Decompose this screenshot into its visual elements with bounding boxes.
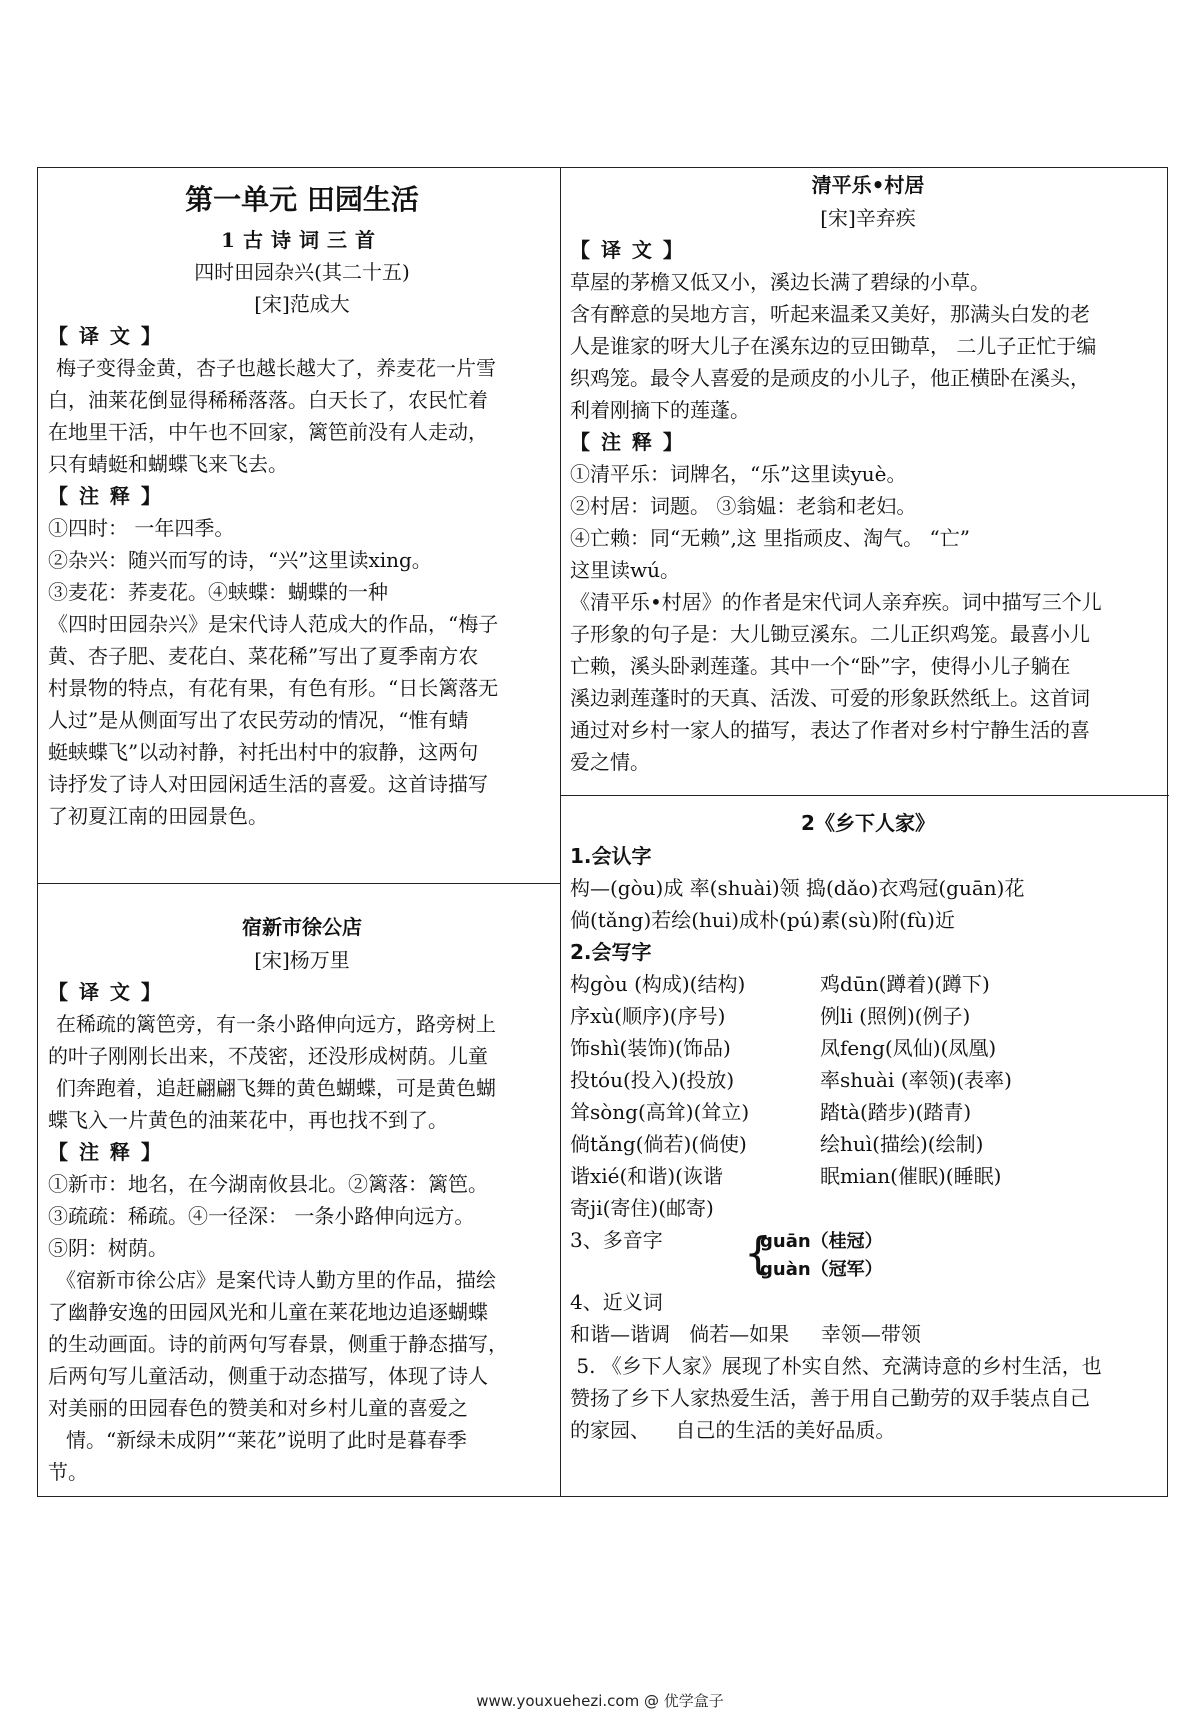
analysis-line: 《宿新市徐公店》是案代诗人勤方里的作品，描绘 bbox=[56, 1268, 496, 1292]
analysis-line: 通过对乡村一家人的描写，表达了作者对乡村宁静生活的喜 bbox=[570, 718, 1090, 742]
translation-line: 利着刚摘下的莲蓬。 bbox=[570, 398, 750, 422]
analysis-line: 了初夏江南的田园景色。 bbox=[48, 804, 268, 828]
note-line: ①四时： 一年四季。 bbox=[48, 516, 235, 540]
section-label: 1.会认字 bbox=[570, 844, 652, 868]
translation-line: 在稀疏的篱笆旁，有一条小路伸向远方，路旁树上 bbox=[56, 1012, 496, 1036]
left-row-divider bbox=[38, 883, 560, 884]
translation-line: 含有醉意的吴地方言，听起来温柔又美好，那满头白发的老 bbox=[570, 302, 1090, 326]
notes-table bbox=[37, 167, 1168, 1497]
write-row: 构gòu (构成)(结构) 鸡dūn(蹲着)(蹲下) bbox=[570, 972, 990, 996]
analysis-line: 爱之情。 bbox=[570, 750, 650, 774]
notes-label: 【 注 释 】 bbox=[48, 1140, 163, 1164]
summary-line: 赞扬了乡下人家热爱生活，善于用自己勤劳的双手装点自己 bbox=[570, 1386, 1090, 1410]
translation-line: 织鸡笼。最令人喜爱的是顽皮的小儿子，他正横卧在溪头， bbox=[570, 366, 1090, 390]
write-row: 饰shì(装饰)(饰品) 凤feng(凤仙)(凤凰) bbox=[570, 1036, 997, 1060]
translation-line: 只有蜻蜓和蝴蝶飞来飞去。 bbox=[48, 452, 288, 476]
polyphone-reading: guàn（冠军） bbox=[760, 1259, 883, 1280]
write-row: 寄ji(寄住)(邮寄) bbox=[570, 1196, 714, 1220]
analysis-line: 蜓蛱蝶飞”以动衬静，衬托出村中的寂静，这两句 bbox=[48, 740, 479, 764]
note-line: ②杂兴：随兴而写的诗，“兴”这里读xing。 bbox=[48, 548, 432, 572]
notes-label: 【 注 释 】 bbox=[570, 430, 685, 454]
section-label: 3、多音字 bbox=[570, 1228, 663, 1252]
summary-line: 5. 《乡下人家》展现了朴实自然、充满诗意的乡村生活，也 bbox=[570, 1354, 1102, 1378]
note-line: ③疏疏：稀疏。④一径深： 一条小路伸向远方。 bbox=[48, 1204, 475, 1228]
poem-author: [宋]范成大 bbox=[254, 292, 350, 316]
write-row: 耸sòng(高耸)(耸立) 踏tà(踏步)(踏青) bbox=[570, 1100, 972, 1124]
polyphone-block bbox=[570, 1224, 1166, 1286]
analysis-line: 人过”是从侧面写出了农民劳动的情况，“惟有蜻 bbox=[48, 708, 469, 732]
poem-author: [宋]杨万里 bbox=[254, 948, 350, 972]
polyphone-reading: guān（桂冠） bbox=[760, 1231, 883, 1252]
analysis-line: 对美丽的田园春色的赞美和对乡村儿童的喜爱之 bbox=[48, 1396, 468, 1420]
write-row: 投tóu(投入)(投放) 率shuài (率领)(表率) bbox=[570, 1068, 1012, 1092]
note-line: ③麦花：荞麦花。④蛱蝶：蝴蝶的一种 bbox=[48, 580, 388, 604]
poem-title: 四时田园杂兴(其二十五) bbox=[194, 260, 410, 284]
note-line: ②村居：词题。 ③翁媪：老翁和老妇。 bbox=[570, 494, 917, 518]
note-line: ①新市：地名，在今湖南攸县北。②篱落：篱笆。 bbox=[48, 1172, 488, 1196]
right-row-divider bbox=[560, 795, 1169, 796]
lesson-title: 2《乡下人家》 bbox=[801, 811, 935, 835]
write-row: 序xù(顺序)(序号) 例li (照例)(例子) bbox=[570, 1004, 971, 1028]
cell-su-xin-shi bbox=[48, 896, 556, 1488]
poem-title: 宿新市徐公店 bbox=[242, 915, 362, 939]
poem-title: 清平乐•村居 bbox=[811, 173, 925, 197]
translation-line: 人是谁家的呀大儿子在溪东边的豆田锄草， 二儿子正忙于编 bbox=[570, 334, 1097, 358]
lesson-title: 1古诗词三首 bbox=[221, 228, 383, 252]
footer-watermark: www.youxuehezi.com @ 优学盒子 bbox=[476, 1692, 724, 1710]
analysis-line: 节。 bbox=[48, 1460, 88, 1484]
translation-line: 草屋的茅檐又低又小，溪边长满了碧绿的小草。 bbox=[570, 270, 990, 294]
note-line: 这里读wú。 bbox=[570, 558, 680, 582]
write-row: 倘tǎng(倘若)(倘使) 绘huì(描绘)(绘制) bbox=[570, 1132, 984, 1156]
translation-line: 的叶子刚刚长出来，不茂密，还没形成树荫。儿童 bbox=[48, 1044, 488, 1068]
translation-line: 梅子变得金黄，杏子也越长越大了，养麦花一片雪 bbox=[56, 356, 496, 380]
column-divider bbox=[560, 168, 561, 1496]
translation-line: 蝶飞入一片黄色的油莱花中，再也找不到了。 bbox=[48, 1108, 448, 1132]
section-label: 2.会写字 bbox=[570, 940, 652, 964]
analysis-line: 黄、杏子肥、麦花白、菜花稀”写出了夏季南方农 bbox=[48, 644, 479, 668]
translation-line: 在地里干活，中午也不回家，篱笆前没有人走动， bbox=[48, 420, 488, 444]
translation-line: 白，油莱花倒显得稀稀落落。白天长了，农民忙着 bbox=[48, 388, 488, 412]
poem-author: [宋]辛弃疾 bbox=[820, 206, 916, 230]
brace-icon: { bbox=[744, 1228, 772, 1279]
pinyin-line: 倘(tǎng)若绘(hui)成朴(pú)素(sù)附(fù)近 bbox=[570, 908, 955, 932]
analysis-line: 亡赖，溪头卧剥莲蓬。其中一个“卧”字，使得小儿子躺在 bbox=[570, 654, 1071, 678]
write-row: 谐xié(和谐)(诙谐 眠mian(催眠)(睡眠) bbox=[570, 1164, 1002, 1188]
translation-label: 【 译 文 】 bbox=[48, 980, 163, 1004]
analysis-line: 的生动画面。诗的前两句写春景，侧重于静态描写， bbox=[48, 1332, 508, 1356]
translation-label: 【 译 文 】 bbox=[570, 238, 685, 262]
unit-title: 第一单元 田园生活 bbox=[185, 183, 419, 216]
summary-line: 的家园、 自己的生活的美好品质。 bbox=[570, 1418, 896, 1442]
note-line: ④亡赖：同“无赖”,这 里指顽皮、淘气。 “亡” bbox=[570, 526, 970, 550]
pinyin-line: 构—(gòu)成 率(shuài)领 捣(dǎo)衣鸡冠(guān)花 bbox=[570, 876, 1025, 900]
analysis-line: 情。“新绿未成阴”“莱花”说明了此时是暮春季 bbox=[66, 1428, 467, 1452]
analysis-line: 子形象的句子是：大儿锄豆溪东。二儿正织鸡笼。最喜小儿 bbox=[570, 622, 1090, 646]
analysis-line: 了幽静安逸的田园风光和儿童在莱花地边追逐蝴蝶 bbox=[48, 1300, 488, 1324]
cell-qing-ping-le bbox=[570, 168, 1166, 778]
notes-label: 【 注 释 】 bbox=[48, 484, 163, 508]
cell-xiang-xia-ren-jia bbox=[570, 806, 1166, 1446]
translation-line: 们奔跑着，追赶翩翩飞舞的黄色蝴蝶，可是黄色蝴 bbox=[56, 1076, 496, 1100]
analysis-line: 《四时田园杂兴》是宋代诗人范成大的作品，“梅子 bbox=[48, 612, 499, 636]
translation-label: 【 译 文 】 bbox=[48, 324, 163, 348]
analysis-line: 村景物的特点，有花有果，有色有形。“日长篱落无 bbox=[48, 676, 499, 700]
synonym-line: 和谐—谐调 倘若—如果 幸领—带领 bbox=[570, 1322, 921, 1346]
analysis-line: 诗抒发了诗人对田园闲适生活的喜爱。这首诗描写 bbox=[48, 772, 488, 796]
analysis-line: 溪边剥莲蓬时的天真、活泼、可爱的形象跃然纸上。这首词 bbox=[570, 686, 1090, 710]
analysis-line: 《清平乐•村居》的作者是宋代词人亲弃疾。词中描写三个儿 bbox=[570, 590, 1102, 614]
analysis-line: 后两句写儿童活动，侧重于动态描写，体现了诗人 bbox=[48, 1364, 488, 1388]
note-line: ⑤阴：树荫。 bbox=[48, 1236, 168, 1260]
cell-si-shi-tian-yuan bbox=[48, 168, 556, 832]
note-line: ①清平乐：词牌名，“乐”这里读yuè。 bbox=[570, 462, 907, 486]
section-label: 4、近义词 bbox=[570, 1290, 663, 1314]
